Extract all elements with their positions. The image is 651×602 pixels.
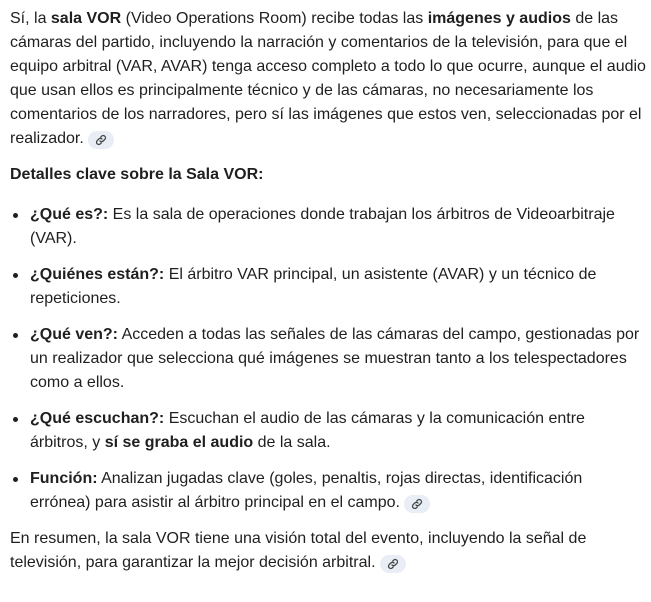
source-link-button[interactable] (88, 131, 114, 149)
intro-text-3: de las cámaras del partido, incluyendo la narración y comentarios de la televisión, para que el equipo arbitral (VAR, AVAR) tenga acceso completo a todo lo que ocurre, aunque el audio que usan ellos es principalmente técnico y de las cámaras, no necesariamente los comentarios de los narradores, pero sí las imágenes que estos ven, seleccionadas por el realizador. (10, 10, 646, 147)
intro-text-2: (Video Operations Room) recibe todas las (121, 10, 428, 27)
link-icon (95, 134, 107, 146)
list-item-que-es (10, 203, 646, 251)
list-item-que-escuchan (10, 407, 646, 455)
summary-paragraph (10, 527, 646, 575)
list-item-label: ¿Qué escuchan?: (30, 410, 165, 427)
intro-bold-sala-vor: sala VOR (50, 10, 122, 27)
list-item-text: Acceden a todas las señales de las cámaras del campo, gestionadas por un realizador que selecciona qué imágenes se muestran tanto a los telespectadores como a ellos. (30, 326, 640, 391)
link-icon (387, 558, 399, 570)
response-content (10, 7, 646, 575)
list-item-text: Analizan jugadas clave (goles, penaltis, rojas directas, identificación errónea) para asistir al árbitro principal en el campo. (30, 470, 583, 511)
source-link-button[interactable] (380, 555, 406, 573)
summary-text: En resumen, la sala VOR tiene una visión total del evento, incluyendo la señal de televisión, para garantizar la mejor decisión arbitral. (10, 530, 587, 571)
intro-text-1: Sí, la (10, 10, 51, 27)
list-item-label: Función: (30, 470, 98, 487)
link-icon (411, 498, 423, 510)
list-item-quienes-estan (10, 263, 646, 311)
list-item-label: ¿Qué es?: (30, 206, 109, 223)
list-item-que-ven (10, 323, 646, 395)
list-item-funcion (10, 467, 646, 515)
section-heading: Detalles clave sobre la Sala VOR: (10, 166, 264, 183)
list-item-text: Es la sala de operaciones donde trabajan los árbitros de Videoarbitraje (VAR). (30, 206, 615, 247)
list-item-text: El árbitro VAR principal, un asistente (AVAR) y un técnico de repeticiones. (30, 266, 597, 307)
intro-paragraph (10, 7, 646, 151)
intro-bold-imagenes-audios: imágenes y audios (427, 10, 571, 27)
list-item-label: ¿Quiénes están?: (30, 266, 165, 283)
list-item-bold-audio: sí se graba el audio (104, 434, 254, 451)
list-item-label: ¿Qué ven?: (30, 326, 119, 343)
list-item-text: Escuchan el audio de las cámaras y la comunicación entre árbitros, y (30, 410, 585, 451)
details-list (10, 203, 646, 515)
source-link-button[interactable] (404, 495, 430, 513)
list-item-text-end: de la sala. (253, 434, 331, 451)
